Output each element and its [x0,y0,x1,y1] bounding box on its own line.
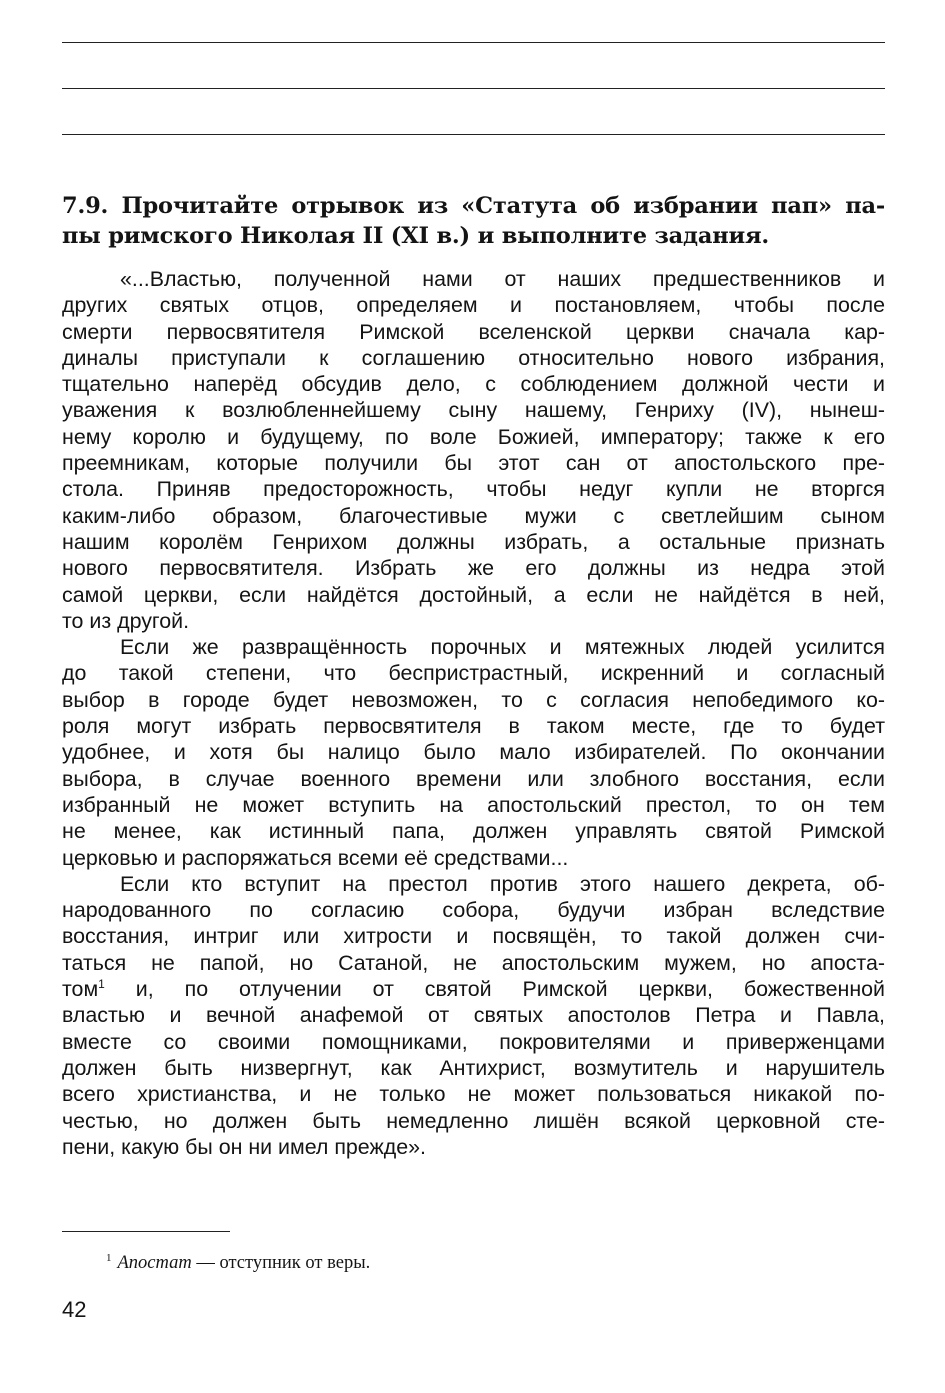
heading-line: 7.9. Прочитайте отрывок из «Статута об избрании пап» па- [62,193,885,219]
statute-excerpt [62,266,885,1160]
footnote-ref: 1 [98,977,105,992]
excerpt-line: роля могут избрать первосвятителя в таком месте, где то будет [62,714,885,739]
excerpt-line: стола. Приняв предосторожность, чтобы недуг купли не вторгся [62,477,885,502]
excerpt-line: нашим королём Генрихом должны избрать, а остальные признать [62,529,885,554]
excerpt-line: выбора, в случае военного времени или злобного восстания, если [62,766,885,791]
excerpt-line: диналы приступали к соглашению относительно нового избрания, [62,345,885,370]
excerpt-line: всего христианства, и не только не может пользоваться никакой по- [62,1082,885,1107]
footnote-term: Апостат [117,1253,192,1273]
excerpt-line: Если же развращённость порочных и мятежных людей усилится [120,635,885,660]
excerpt-line: церковью и распоряжаться всеми её средствами... [62,845,569,870]
excerpt-line: нему королю и будущему, по воле Божией, императору; также к его [62,424,885,449]
excerpt-line: тщательно наперёд обсудив дело, с соблюдением должной чести и [62,372,885,397]
answer-line-3 [62,134,885,135]
excerpt-line: смерти первосвятителя Римской вселенской церкви сначала кар- [62,319,885,344]
footnote-mark: 1 [106,1252,112,1264]
excerpt-line: Если кто вступит на престол против этого нашего декрета, об- [120,871,885,896]
excerpt-line: самой церкви, если найдётся достойный, а если не найдётся в ней, [62,582,885,607]
excerpt-line: властью и вечной анафемой от святых апостолов Петра и Павла, [62,1003,885,1028]
excerpt-line: избранный не может вступить на апостольский престол, то он тем [62,792,885,817]
excerpt-line: уважения к возлюбленнейшему сыну нашему, Генриху (IV), нынеш- [62,398,885,423]
excerpt-line: восстания, интриг или хитрости и посвящён, то такой должен счи- [62,924,885,949]
excerpt-line: удобнее, и хотя бы налицо было мало избирателей. По окончании [62,740,885,765]
excerpt-line: «...Властью, полученной нами от наших предшественников и [120,267,885,291]
task-heading [62,191,885,251]
excerpt-line: народованного по согласию собора, будучи избран вследствие [62,898,885,923]
excerpt-line: должен быть низвергнут, как Антихрист, возмутитель и нарушитель [62,1055,885,1080]
excerpt-line: преемникам, которые получили бы этот сан от апостольского пре- [62,451,885,476]
excerpt-line: каким-либо образом, благочестивые мужи с светлейшим сыном [62,503,885,528]
excerpt-line: выбор в городе будет невозможен, то с согласия непобедимого ко- [62,687,885,712]
excerpt-line: других святых отцов, определяем и постановляем, чтобы после [62,293,885,318]
excerpt-line: таться не папой, но Сатаной, не апостольским мужем, но апоста- [62,950,885,975]
heading-line: пы римского Николая II (XI в.) и выполните задания. [62,223,770,249]
excerpt-line-rest: и, по отлучении от святой Римской церкви, божественной [104,977,885,1002]
page-number: 42 [62,1297,87,1322]
footnote-word: том [62,977,99,1002]
answer-line-2 [62,88,885,89]
excerpt-line: нового первосвятителя. Избрать же его должны из недра этой [62,556,885,581]
excerpt-line: честью, но должен быть немедленно лишён всякой церковной сте- [62,1108,885,1133]
footnote-definition: — отступник от веры. [191,1253,371,1273]
footnote [106,1246,370,1275]
excerpt-line-with-footnote [62,976,885,1002]
excerpt-line: не менее, как истинный папа, должен управлять святой Римской [62,819,885,844]
excerpt-line: пени, какую бы он ни имел прежде». [62,1134,426,1159]
footnote-separator [62,1231,230,1232]
answer-line-1 [62,42,885,43]
excerpt-line: то из другой. [62,608,190,633]
excerpt-line: до такой степени, что беспристрастный, искренний и согласный [62,661,885,686]
excerpt-line: вместе со своими помощниками, покровителями и приверженцами [62,1029,885,1054]
